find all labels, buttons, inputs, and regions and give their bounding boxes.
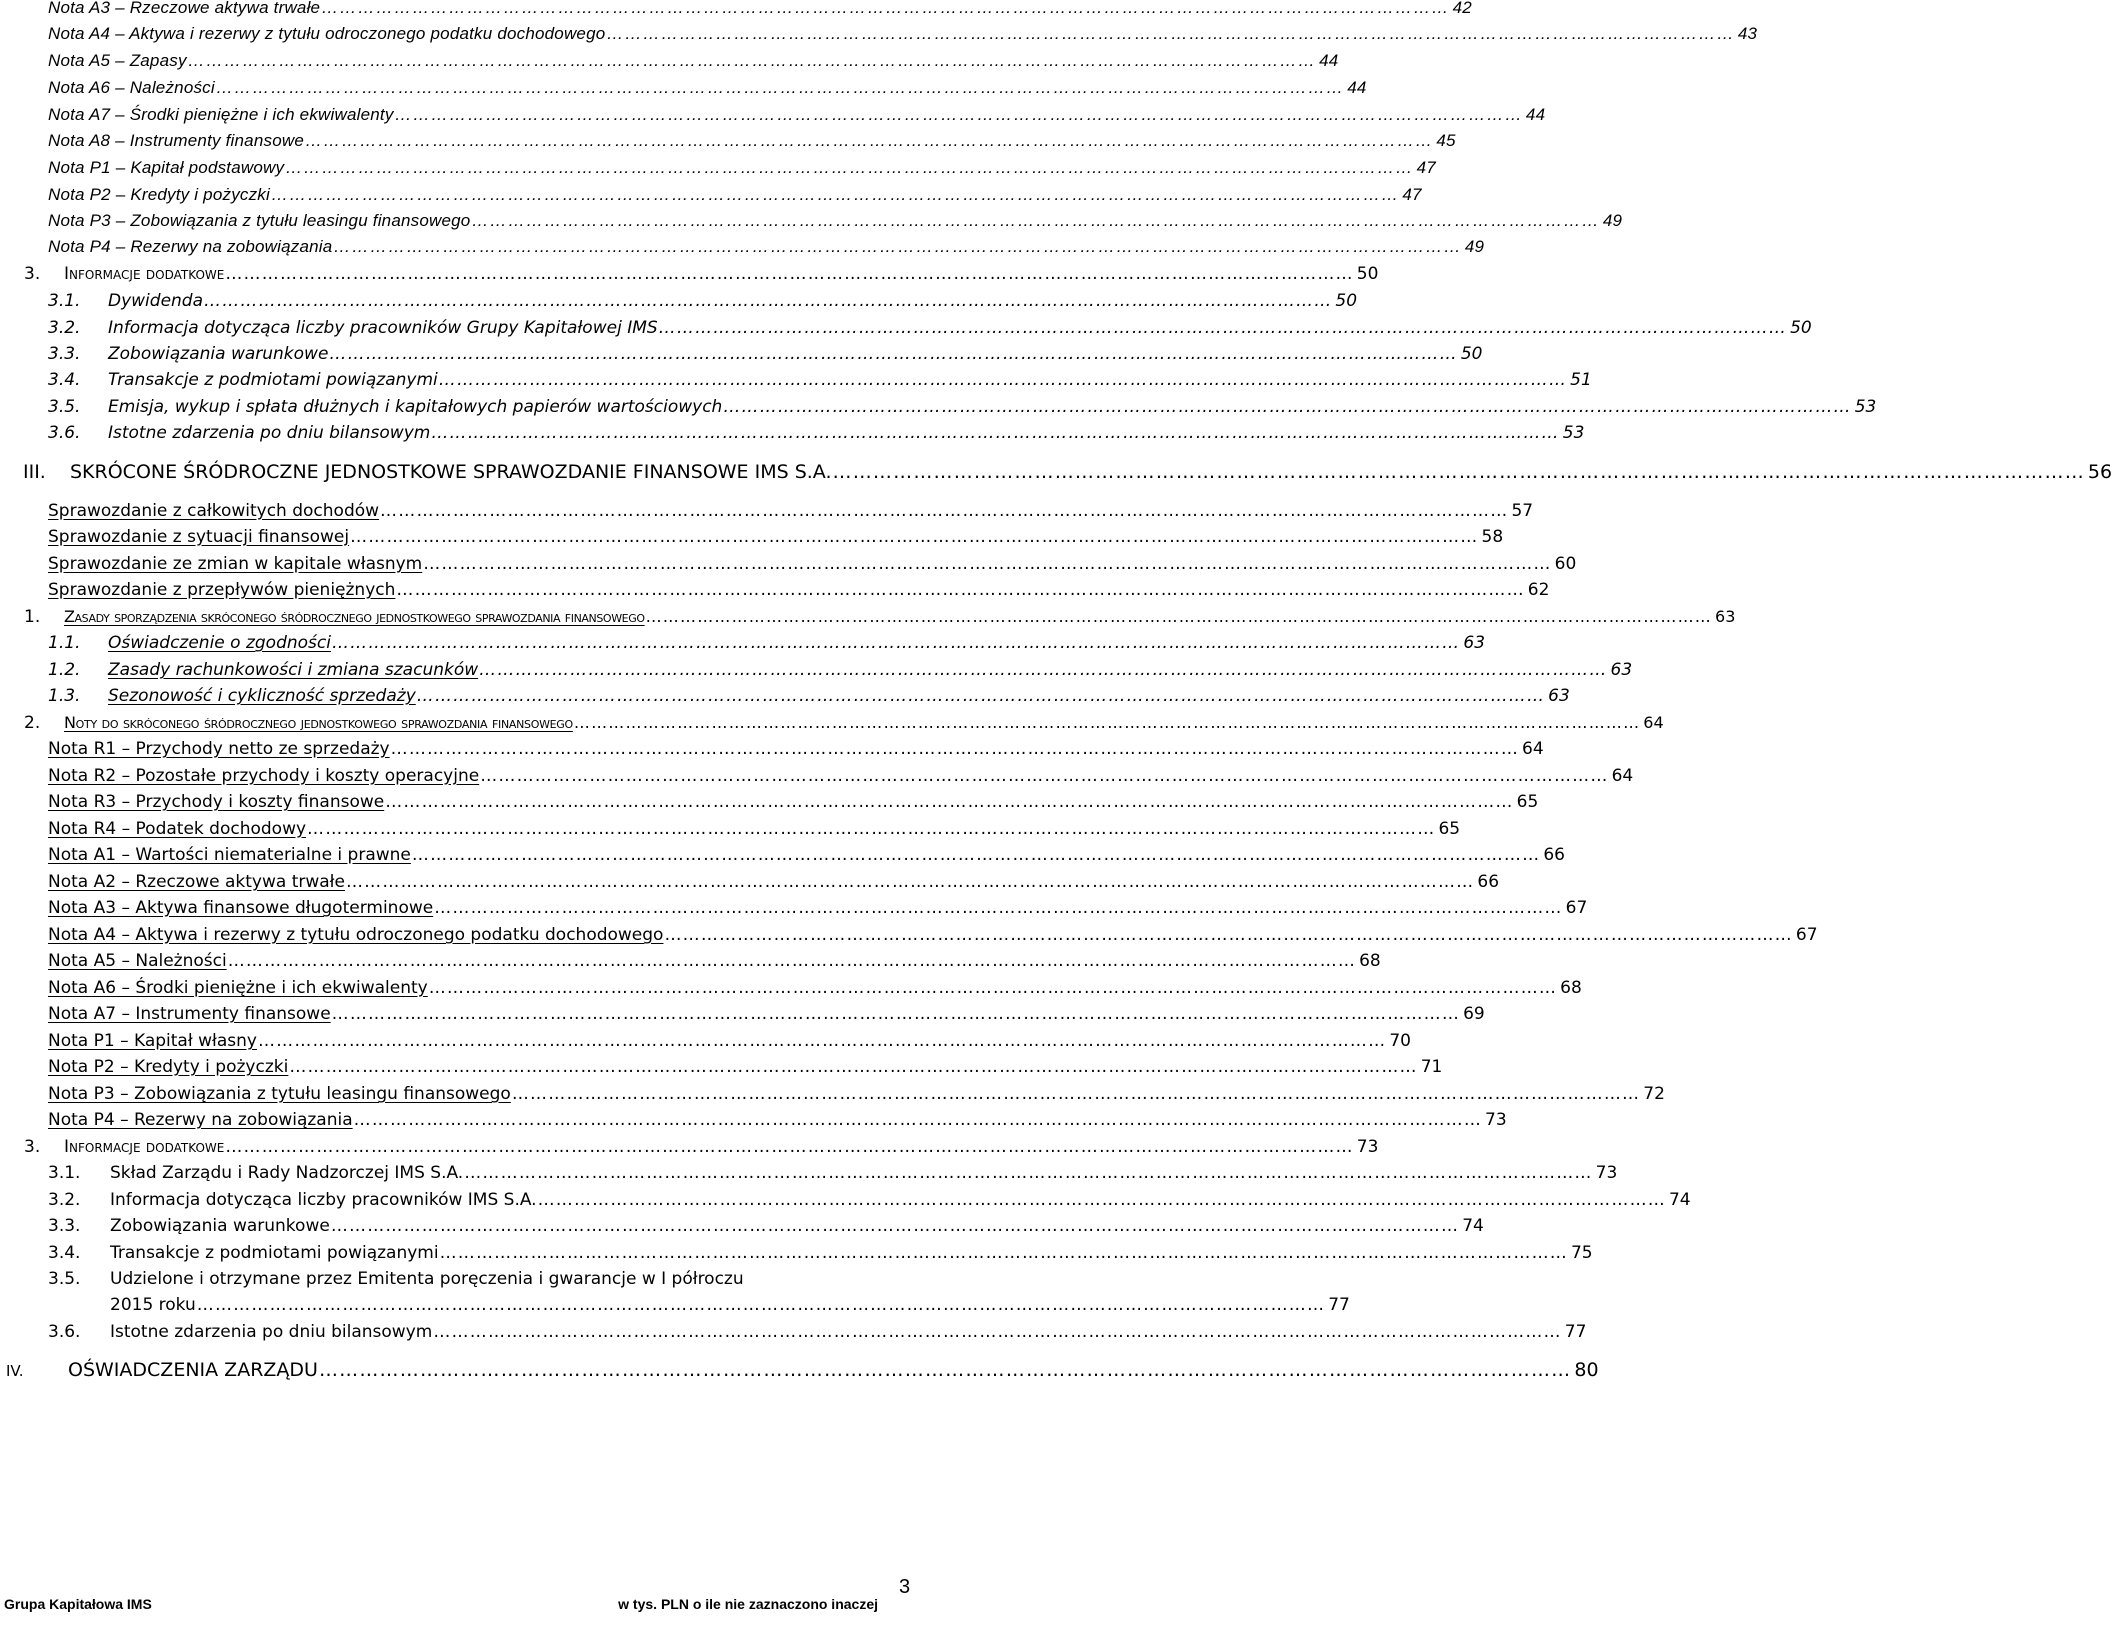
toc-entry-page: 67 bbox=[1565, 898, 1588, 918]
toc-entry[interactable] bbox=[48, 947, 1381, 975]
toc-entry[interactable] bbox=[48, 0, 1472, 22]
toc-entry-title: Nota A7 – Środki pieniężne i ich ekwiwalenty bbox=[48, 105, 394, 124]
toc-entry[interactable] bbox=[48, 868, 1500, 896]
toc-entry[interactable] bbox=[48, 154, 1436, 182]
dot-leader: …………………………………………………………………………………………………………………………………………………………………… bbox=[333, 237, 1462, 256]
toc-entry[interactable] bbox=[24, 709, 1664, 737]
toc-entry-title: Informacja dotycząca liczby pracowników IMS S.A. bbox=[110, 1190, 537, 1210]
toc-entry-page: 70 bbox=[1389, 1031, 1411, 1051]
toc-entry-number: 3. bbox=[24, 264, 41, 284]
toc-entry-page: 43 bbox=[1737, 24, 1758, 43]
toc-entry-title: Istotne zdarzenia po dniu bilansowym bbox=[108, 423, 431, 443]
toc-entry-page: 66 bbox=[1477, 872, 1500, 892]
toc-entry[interactable] bbox=[48, 841, 1565, 869]
dot-leader: …………………………………………………………………………………………………………………………………………………………………… bbox=[428, 978, 1558, 998]
toc-entry[interactable] bbox=[48, 921, 1818, 949]
toc-entry-page: 50 bbox=[1460, 344, 1483, 364]
toc-entry-number: 3.6. bbox=[48, 1322, 81, 1342]
toc-entry-title: Sprawozdanie z całkowitych dochodów bbox=[48, 501, 380, 521]
toc-entry-title: Sprawozdanie z sytuacji finansowej bbox=[48, 527, 350, 547]
toc-entry-page: 66 bbox=[1543, 845, 1565, 865]
toc-entry[interactable] bbox=[48, 1318, 1587, 1346]
toc-entry-page: 42 bbox=[1452, 0, 1472, 17]
toc-entry-title: Nota A5 – Należności bbox=[48, 951, 227, 971]
toc-entry-number: 3.5. bbox=[48, 397, 81, 417]
toc-entry[interactable] bbox=[48, 1186, 1691, 1214]
toc-entry-page: 50 bbox=[1356, 264, 1379, 284]
footer-currency-note: w tys. PLN o ile nie zaznaczono inaczej bbox=[618, 1596, 878, 1612]
toc-entry[interactable] bbox=[48, 419, 1585, 447]
dot-leader: …………………………………………………………………………………………………………………………………………………………………… bbox=[511, 1084, 1641, 1104]
toc-entry-title: Dywidenda bbox=[108, 291, 204, 311]
toc-entry[interactable] bbox=[6, 1356, 1599, 1384]
toc-entry-page: 63 bbox=[1548, 686, 1570, 706]
toc-entry-number: 1.1. bbox=[48, 633, 81, 653]
toc-entry-page: 44 bbox=[1525, 105, 1546, 124]
toc-entry-title: Zasady sporządzenia skróconego śródrocznego jednostkowego sprawozdania finansowego bbox=[64, 607, 645, 626]
toc-entry-title: Nota A4 – Aktywa i rezerwy z tytułu odroczonego podatku dochodowego bbox=[48, 925, 664, 945]
toc-entry-page: 73 bbox=[1485, 1110, 1507, 1130]
dot-leader: …………………………………………………………………………………………………………………………………………………………………… bbox=[196, 1295, 1326, 1315]
toc-entry-title: Udzielone i otrzymane przez Emitenta poręczenia i gwarancje w I półroczu bbox=[110, 1269, 744, 1289]
toc-entry[interactable] bbox=[48, 497, 1534, 525]
toc-entry[interactable] bbox=[24, 260, 1379, 288]
toc-entry-title: Informacja dotycząca liczby pracowników Grupy Kapitałowej IMS bbox=[108, 318, 658, 338]
dot-leader: …………………………………………………………………………………………………………………………………………………………………… bbox=[225, 1137, 1354, 1157]
dot-leader: …………………………………………………………………………………………………………………………………………………………………… bbox=[439, 1243, 1568, 1263]
toc-entry[interactable] bbox=[48, 762, 1634, 790]
toc-entry-number: IV. bbox=[6, 1362, 24, 1380]
toc-entry-title: Nota R2 – Pozostałe przychody i koszty operacyjne bbox=[48, 766, 480, 786]
toc-entry-title: Transakcje z podmiotami powiązanymi bbox=[110, 1243, 439, 1263]
toc-entry[interactable] bbox=[48, 366, 1592, 394]
toc-entry-number: 1.3. bbox=[48, 686, 81, 706]
toc-entry-number: 3.2. bbox=[48, 318, 81, 338]
dot-leader: …………………………………………………………………………………………………………………………………………………………………… bbox=[331, 633, 1461, 653]
dot-leader: …………………………………………………………………………………………………………………………………………………………………… bbox=[289, 1057, 1418, 1077]
toc-entry[interactable] bbox=[48, 101, 1546, 129]
toc-entry-page: 72 bbox=[1643, 1084, 1665, 1104]
dot-leader: …………………………………………………………………………………………………………………………………………………………………… bbox=[304, 131, 1434, 150]
dot-leader: …………………………………………………………………………………………………………………………………………………………………… bbox=[832, 461, 2085, 483]
dot-leader: …………………………………………………………………………………………………………………………………………………………………… bbox=[270, 185, 1400, 204]
toc-entry[interactable] bbox=[110, 1291, 1350, 1319]
toc-entry-page: 75 bbox=[1570, 1243, 1593, 1263]
toc-entry-title: Informacje dodatkowe bbox=[64, 264, 225, 284]
dot-leader: …………………………………………………………………………………………………………………………………………………………………… bbox=[464, 1163, 1593, 1183]
toc-entry[interactable] bbox=[24, 1133, 1379, 1161]
toc-entry-number: 3.1. bbox=[48, 1163, 81, 1183]
toc-entry-title: Nota P1 – Kapitał własny bbox=[48, 1031, 257, 1051]
toc-entry[interactable] bbox=[48, 1080, 1665, 1108]
toc-entry-page: 44 bbox=[1347, 78, 1367, 97]
dot-leader: …………………………………………………………………………………………………………………………………………………………………… bbox=[434, 898, 1563, 918]
toc-entry-title: Zasady rachunkowości i zmiana szacunków bbox=[108, 660, 479, 680]
toc-entry-number: III. bbox=[23, 461, 46, 483]
toc-entry-number: 3.2. bbox=[48, 1190, 81, 1210]
toc-entry[interactable] bbox=[48, 340, 1483, 368]
toc-entry[interactable] bbox=[48, 550, 1577, 578]
footer-company: Grupa Kapitałowa IMS bbox=[4, 1596, 152, 1612]
toc-entry-page: 50 bbox=[1790, 318, 1812, 338]
toc-entry-page: 65 bbox=[1438, 819, 1461, 839]
toc-entry[interactable] bbox=[48, 74, 1367, 102]
toc-entry-page: 44 bbox=[1319, 51, 1339, 70]
toc-entry-page: 64 bbox=[1522, 739, 1544, 759]
toc-entry[interactable] bbox=[48, 815, 1461, 843]
toc-entry-title: Zobowiązania warunkowe bbox=[110, 1216, 330, 1236]
dot-leader: …………………………………………………………………………………………………………………………………………………………………… bbox=[204, 291, 1333, 311]
toc-entry[interactable] bbox=[24, 603, 1736, 631]
dot-leader: …………………………………………………………………………………………………………………………………………………………………… bbox=[318, 1359, 1572, 1381]
toc-entry-title: Nota R3 – Przychody i koszty finansowe bbox=[48, 792, 385, 812]
toc-entry-title: Skład Zarządu i Rady Nadzorczej IMS S.A. bbox=[110, 1163, 464, 1183]
toc-entry[interactable] bbox=[48, 127, 1456, 155]
toc-entry[interactable] bbox=[48, 1106, 1507, 1134]
toc-entry-page: 64 bbox=[1611, 766, 1634, 786]
dot-leader: …………………………………………………………………………………………………………………………………………………………………… bbox=[330, 1216, 1460, 1236]
toc-entry-title: Nota A2 – Rzeczowe aktywa trwałe bbox=[48, 872, 345, 892]
toc-entry[interactable] bbox=[48, 974, 1582, 1002]
dot-leader: …………………………………………………………………………………………………………………………………………………………………… bbox=[329, 344, 1458, 364]
toc-entry-page: 49 bbox=[1602, 211, 1623, 230]
dot-leader: …………………………………………………………………………………………………………………………………………………………………… bbox=[479, 660, 1608, 680]
toc-entry-page: 71 bbox=[1420, 1057, 1443, 1077]
toc-entry[interactable] bbox=[48, 393, 1877, 421]
toc-entry-title: Istotne zdarzenia po dniu bilansowym bbox=[110, 1322, 433, 1342]
toc-entry-page: 69 bbox=[1463, 1004, 1485, 1024]
dot-leader: …………………………………………………………………………………………………………………………………………………………………… bbox=[411, 845, 1541, 865]
toc-entry[interactable] bbox=[48, 287, 1358, 315]
toc-entry-page: 77 bbox=[1328, 1295, 1350, 1315]
dot-leader: …………………………………………………………………………………………………………………………………………………………………… bbox=[321, 0, 1450, 17]
toc-entry-number: 3.5. bbox=[48, 1269, 81, 1289]
toc-entry-number: 3.3. bbox=[48, 1216, 81, 1236]
toc-entry[interactable] bbox=[48, 47, 1339, 75]
toc-entry-number: 1.2. bbox=[48, 660, 81, 680]
dot-leader: …………………………………………………………………………………………………………………………………………………………………… bbox=[537, 1190, 1666, 1210]
toc-entry-page: 57 bbox=[1511, 501, 1534, 521]
toc-entry-title: Noty do skróconego śródrocznego jednostkowego sprawozdania finansowego bbox=[64, 713, 573, 732]
toc-entry-page: 63 bbox=[1715, 607, 1736, 626]
dot-leader: …………………………………………………………………………………………………………………………………………………………………… bbox=[307, 819, 1436, 839]
toc-entry-title: Nota P3 – Zobowiązania z tytułu leasingu finansowego bbox=[48, 1084, 511, 1104]
toc-entry-page: 74 bbox=[1668, 1190, 1691, 1210]
dot-leader: …………………………………………………………………………………………………………………………………………………………………… bbox=[480, 766, 1609, 786]
dot-leader: …………………………………………………………………………………………………………………………………………………………………… bbox=[390, 739, 1520, 759]
toc-entry-page: 67 bbox=[1795, 925, 1818, 945]
toc-entry[interactable] bbox=[48, 523, 1504, 551]
dot-leader: …………………………………………………………………………………………………………………………………………………………………… bbox=[471, 211, 1600, 230]
page-footer bbox=[4, 1596, 878, 1612]
toc-entry[interactable] bbox=[48, 735, 1544, 763]
toc-entry-title: Sprawozdanie z przepływów pieniężnych bbox=[48, 580, 396, 600]
toc-entry[interactable] bbox=[48, 1027, 1411, 1055]
toc-entry-title: Nota A6 – Należności bbox=[48, 78, 215, 97]
toc-entry[interactable] bbox=[48, 1053, 1443, 1081]
toc-entry-page: 62 bbox=[1527, 580, 1550, 600]
toc-entry-title: Nota R1 – Przychody netto ze sprzedaży bbox=[48, 739, 390, 759]
toc-entry-number: 3. bbox=[24, 1137, 41, 1157]
page-number: 3 bbox=[899, 1576, 911, 1598]
toc-entry-number: 3.4. bbox=[48, 1243, 81, 1263]
toc-entry-title: SKRÓCONE ŚRÓDROCZNE JEDNOSTKOWE SPRAWOZDANIE FINANSOWE IMS S.A. bbox=[70, 461, 832, 483]
toc-entry-title: Nota A3 – Rzeczowe aktywa trwałe bbox=[48, 0, 321, 17]
dot-leader: …………………………………………………………………………………………………………………………………………………………………… bbox=[723, 397, 1852, 417]
toc-entry-page: 56 bbox=[2087, 461, 2112, 483]
toc-entry-title: Nota A5 – Zapasy bbox=[48, 51, 187, 70]
toc-entry-title: Nota P4 – Rezerwy na zobowiązania bbox=[48, 1110, 353, 1130]
toc-entry[interactable] bbox=[48, 1212, 1484, 1240]
toc-entry-page: 51 bbox=[1570, 370, 1592, 390]
toc-entry-page: 77 bbox=[1564, 1322, 1587, 1342]
toc-entry-title: Nota P2 – Kredyty i pożyczki bbox=[48, 1057, 289, 1077]
toc-entry-page: 65 bbox=[1516, 792, 1539, 812]
dot-leader: …………………………………………………………………………………………………………………………………………………………………… bbox=[385, 792, 1514, 812]
toc-entry[interactable] bbox=[48, 1239, 1593, 1267]
toc-entry-title: Sezonowość i cykliczność sprzedaży bbox=[108, 686, 416, 706]
toc-entry-page: 58 bbox=[1481, 527, 1504, 547]
toc-entry[interactable] bbox=[48, 788, 1539, 816]
toc-entry-title: Nota A7 – Instrumenty finansowe bbox=[48, 1004, 331, 1024]
dot-leader: …………………………………………………………………………………………………………………………………………………………………… bbox=[257, 1031, 1387, 1051]
dot-leader: …………………………………………………………………………………………………………………………………………………………………… bbox=[187, 51, 1317, 70]
toc-entry-page: 53 bbox=[1854, 397, 1877, 417]
dot-leader: …………………………………………………………………………………………………………………………………………………………………… bbox=[573, 713, 1641, 732]
toc-entry-number: 3.1. bbox=[48, 291, 81, 311]
dot-leader: …………………………………………………………………………………………………………………………………………………………………… bbox=[431, 423, 1560, 443]
toc-entry[interactable] bbox=[48, 207, 1623, 235]
toc-entry-page: 49 bbox=[1464, 237, 1485, 256]
toc-entry-title: Nota P2 – Kredyty i pożyczki bbox=[48, 185, 270, 204]
toc-entry-title: Nota A4 – Aktywa i rezerwy z tytułu odroczonego podatku dochodowego bbox=[48, 24, 606, 43]
dot-leader: …………………………………………………………………………………………………………………………………………………………………… bbox=[664, 925, 1793, 945]
toc-entry[interactable] bbox=[48, 1159, 1618, 1187]
toc-entry-number: 1. bbox=[24, 607, 41, 627]
dot-leader: …………………………………………………………………………………………………………………………………………………………………… bbox=[423, 554, 1552, 574]
toc-entry-title: Nota A6 – Środki pieniężne i ich ekwiwalenty bbox=[48, 978, 428, 998]
toc-entry-title: Nota A3 – Aktywa finansowe długoterminowe bbox=[48, 898, 434, 918]
toc-entry-page: 47 bbox=[1416, 158, 1436, 177]
toc-entry-page: 50 bbox=[1335, 291, 1358, 311]
dot-leader: …………………………………………………………………………………………………………………………………………………………………… bbox=[606, 24, 1735, 43]
dot-leader: …………………………………………………………………………………………………………………………………………………………………… bbox=[350, 527, 1479, 547]
toc-entry-number: 3.3. bbox=[48, 344, 81, 364]
toc-entry-number: 2. bbox=[24, 713, 41, 733]
dot-leader: …………………………………………………………………………………………………………………………………………………………………… bbox=[658, 318, 1788, 338]
dot-leader: …………………………………………………………………………………………………………………………………………………………………… bbox=[438, 370, 1568, 390]
toc-entry[interactable] bbox=[48, 233, 1485, 261]
toc-entry-title: Nota R4 – Podatek dochodowy bbox=[48, 819, 307, 839]
toc-entry-title: Nota P1 – Kapitał podstawowy bbox=[48, 158, 285, 177]
toc-entry-title: Sprawozdanie ze zmian w kapitale własnym bbox=[48, 554, 423, 574]
dot-leader: …………………………………………………………………………………………………………………………………………………………………… bbox=[285, 158, 1414, 177]
dot-leader: …………………………………………………………………………………………………………………………………………………………………… bbox=[227, 951, 1357, 971]
dot-leader: …………………………………………………………………………………………………………………………………………………………………… bbox=[380, 501, 1509, 521]
toc-entry-title: Nota A1 – Wartości niematerialne i prawne bbox=[48, 845, 411, 865]
toc-entry-number: 3.4. bbox=[48, 370, 81, 390]
toc-entry-number: 3.6. bbox=[48, 423, 81, 443]
toc-entry[interactable] bbox=[48, 1265, 918, 1293]
dot-leader: …………………………………………………………………………………………………………………………………………………………………… bbox=[433, 1322, 1562, 1342]
toc-entry[interactable] bbox=[48, 682, 1570, 710]
toc-entry[interactable] bbox=[48, 629, 1486, 657]
toc-entry[interactable] bbox=[48, 894, 1588, 922]
toc-entry-page: 60 bbox=[1554, 554, 1577, 574]
toc-entry[interactable] bbox=[23, 458, 2112, 486]
toc-entry-page: 80 bbox=[1574, 1359, 1599, 1381]
toc-entry-page: 68 bbox=[1560, 978, 1582, 998]
toc-entry[interactable] bbox=[48, 314, 1812, 342]
toc-entry-title: Oświadczenie o zgodności bbox=[108, 633, 331, 653]
dot-leader: …………………………………………………………………………………………………………………………………………………………………… bbox=[331, 1004, 1461, 1024]
toc-entry-page: 68 bbox=[1359, 951, 1381, 971]
toc-entry-page: 73 bbox=[1356, 1137, 1379, 1157]
dot-leader: …………………………………………………………………………………………………………………………………………………………………… bbox=[394, 105, 1523, 124]
toc-entry-page: 74 bbox=[1462, 1216, 1484, 1236]
toc-entry-page: 45 bbox=[1436, 131, 1456, 150]
toc-entry-page: 64 bbox=[1643, 713, 1664, 732]
dot-leader: …………………………………………………………………………………………………………………………………………………………………… bbox=[353, 1110, 1483, 1130]
toc-entry[interactable] bbox=[48, 20, 1758, 48]
toc-entry[interactable] bbox=[48, 1000, 1485, 1028]
toc-entry[interactable] bbox=[48, 181, 1422, 209]
dot-leader: …………………………………………………………………………………………………………………………………………………………………… bbox=[396, 580, 1525, 600]
toc-entry-page: 63 bbox=[1610, 660, 1633, 680]
toc-entry-page: 63 bbox=[1463, 633, 1486, 653]
toc-entry-title: OŚWIADCZENIA ZARZĄDU bbox=[68, 1359, 318, 1381]
toc-entry-title: Nota P3 – Zobowiązania z tytułu leasingu finansowego bbox=[48, 211, 471, 230]
toc-entry-title: Nota A8 – Instrumenty finansowe bbox=[48, 131, 304, 150]
toc-entry-page: 47 bbox=[1402, 185, 1422, 204]
toc-entry[interactable] bbox=[48, 656, 1633, 684]
dot-leader: …………………………………………………………………………………………………………………………………………………………………… bbox=[416, 686, 1546, 706]
toc-entry-title: Nota P4 – Rezerwy na zobowiązania bbox=[48, 237, 333, 256]
toc-entry-title: 2015 roku bbox=[110, 1295, 196, 1315]
toc-entry-title: Emisja, wykup i spłata dłużnych i kapitałowych papierów wartościowych bbox=[108, 397, 723, 417]
toc-entry-title: Informacje dodatkowe bbox=[64, 1137, 225, 1157]
toc-entry-page: 53 bbox=[1562, 423, 1585, 443]
dot-leader: …………………………………………………………………………………………………………………………………………………………………… bbox=[345, 872, 1475, 892]
toc-entry-title: Transakcje z podmiotami powiązanymi bbox=[108, 370, 438, 390]
toc-entry[interactable] bbox=[48, 576, 1550, 604]
toc-entry-title: Zobowiązania warunkowe bbox=[108, 344, 329, 364]
dot-leader: …………………………………………………………………………………………………………………………………………………………………… bbox=[645, 607, 1713, 626]
toc-entry-page: 73 bbox=[1595, 1163, 1618, 1183]
dot-leader: …………………………………………………………………………………………………………………………………………………………………… bbox=[215, 78, 1345, 97]
dot-leader: …………………………………………………………………………………………………………………………………………………………………… bbox=[225, 264, 1354, 284]
